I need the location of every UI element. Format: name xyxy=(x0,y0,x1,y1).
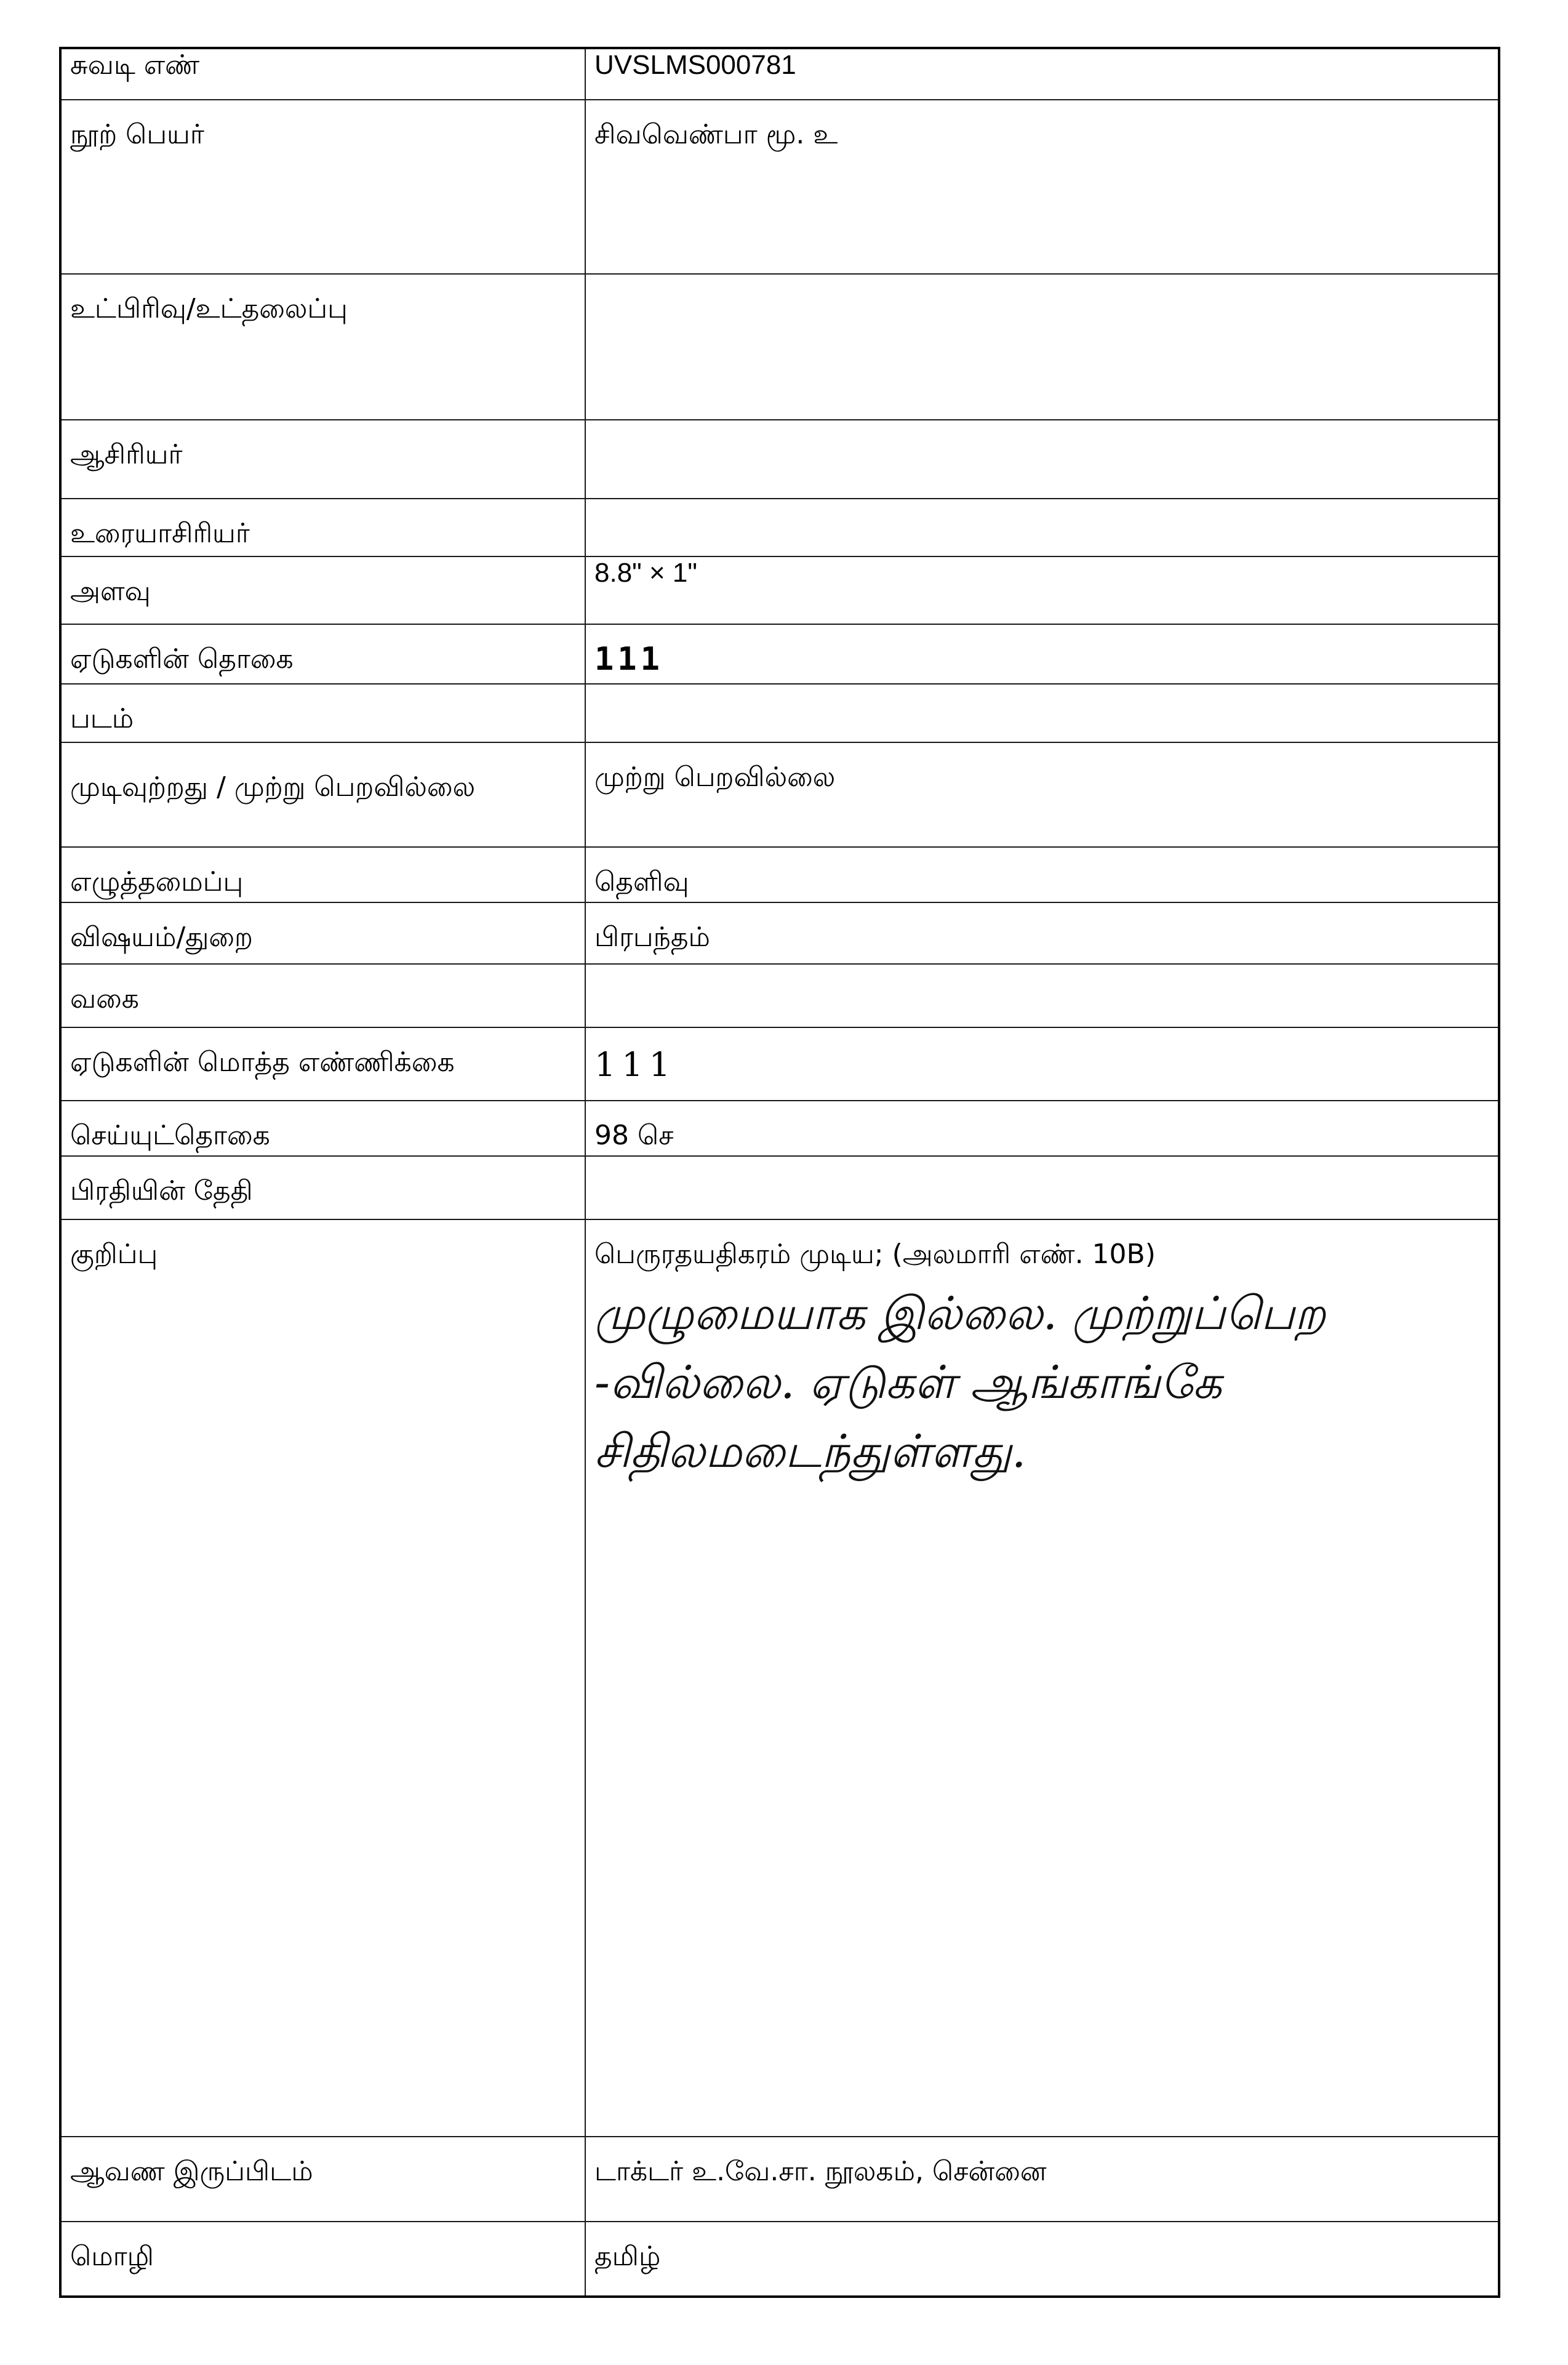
label-commentator: உரையாசிரியர் xyxy=(60,499,585,556)
label-manuscript-number: சுவடி எண் xyxy=(60,48,585,100)
value-completion: முற்று பெறவில்லை xyxy=(585,742,1499,847)
label-completion: முடிவுற்றது / முற்று பெறவில்லை xyxy=(60,742,585,847)
value-illustration xyxy=(585,684,1499,742)
label-subject: விஷயம்/துறை xyxy=(60,902,585,964)
label-type: வகை xyxy=(60,964,585,1027)
value-script-condition: தெளிவு xyxy=(585,847,1499,902)
value-language: தமிழ் xyxy=(585,2222,1499,2297)
value-author xyxy=(585,420,1499,499)
row-type xyxy=(60,964,1499,1027)
label-script-condition: எழுத்தமைப்பு xyxy=(60,847,585,902)
value-manuscript-number: UVSLMS000781 xyxy=(585,48,1499,100)
label-author: ஆசிரியர் xyxy=(60,420,585,499)
value-subject: பிரபந்தம் xyxy=(585,902,1499,964)
row-language xyxy=(60,2222,1499,2297)
row-script-condition xyxy=(60,847,1499,902)
label-subdivision: உட்பிரிவு/உட்தலைப்பு xyxy=(60,274,585,420)
handwritten-line: முழுமையாக இல்லை. முற்றுப்பெற xyxy=(594,1287,1326,1340)
label-book-title: நூற் பெயர் xyxy=(60,100,585,274)
row-notes xyxy=(60,1219,1499,2137)
handwritten-line: -வில்லை. ஏடுகள் ஆங்காங்கே xyxy=(594,1356,1222,1409)
row-leaf-count xyxy=(60,624,1499,684)
row-repository xyxy=(60,2137,1499,2222)
label-verse-count: செய்யுட்தொகை xyxy=(60,1101,585,1156)
row-commentator xyxy=(60,499,1499,556)
value-book-title: சிவவெண்பா மூ. உ xyxy=(585,100,1499,274)
value-notes: பெருரதயதிகரம் முடிய; (அலமாரி எண். 10B) xyxy=(594,1239,1156,1270)
value-total-leaves: 111 xyxy=(594,1045,677,1084)
label-repository: ஆவண இருப்பிடம் xyxy=(60,2137,585,2222)
row-verse-count xyxy=(60,1101,1499,1156)
manuscript-record-table xyxy=(59,47,1500,2298)
value-subdivision xyxy=(585,274,1499,420)
row-copy-date xyxy=(60,1156,1499,1219)
row-book-title xyxy=(60,100,1499,274)
label-notes: குறிப்பு xyxy=(60,1219,585,2137)
label-illustration: படம் xyxy=(60,684,585,742)
value-size: 8.8" × 1" xyxy=(585,556,1499,624)
row-completion xyxy=(60,742,1499,847)
value-copy-date xyxy=(585,1156,1499,1219)
label-copy-date: பிரதியின் தேதி xyxy=(60,1156,585,1219)
handwritten-notes xyxy=(594,1279,1489,1486)
row-illustration xyxy=(60,684,1499,742)
value-leaf-count: 111 xyxy=(594,641,663,678)
row-manuscript-number xyxy=(60,48,1499,100)
value-verse-count: 98 செ xyxy=(585,1101,1499,1156)
row-total-leaves xyxy=(60,1027,1499,1101)
label-leaf-count: ஏடுகளின் தொகை xyxy=(60,624,585,684)
label-language: மொழி xyxy=(60,2222,585,2297)
value-commentator xyxy=(585,499,1499,556)
label-size: அளவு xyxy=(60,556,585,624)
row-subject xyxy=(60,902,1499,964)
value-type xyxy=(585,964,1499,1027)
handwritten-line: சிதிலமடைந்துள்ளது. xyxy=(594,1425,1026,1478)
row-subdivision xyxy=(60,274,1499,420)
value-repository: டாக்டர் உ.வே.சா. நூலகம், சென்னை xyxy=(585,2137,1499,2222)
label-total-leaves: ஏடுகளின் மொத்த எண்ணிக்கை xyxy=(60,1027,585,1101)
row-author xyxy=(60,420,1499,499)
row-size xyxy=(60,556,1499,624)
